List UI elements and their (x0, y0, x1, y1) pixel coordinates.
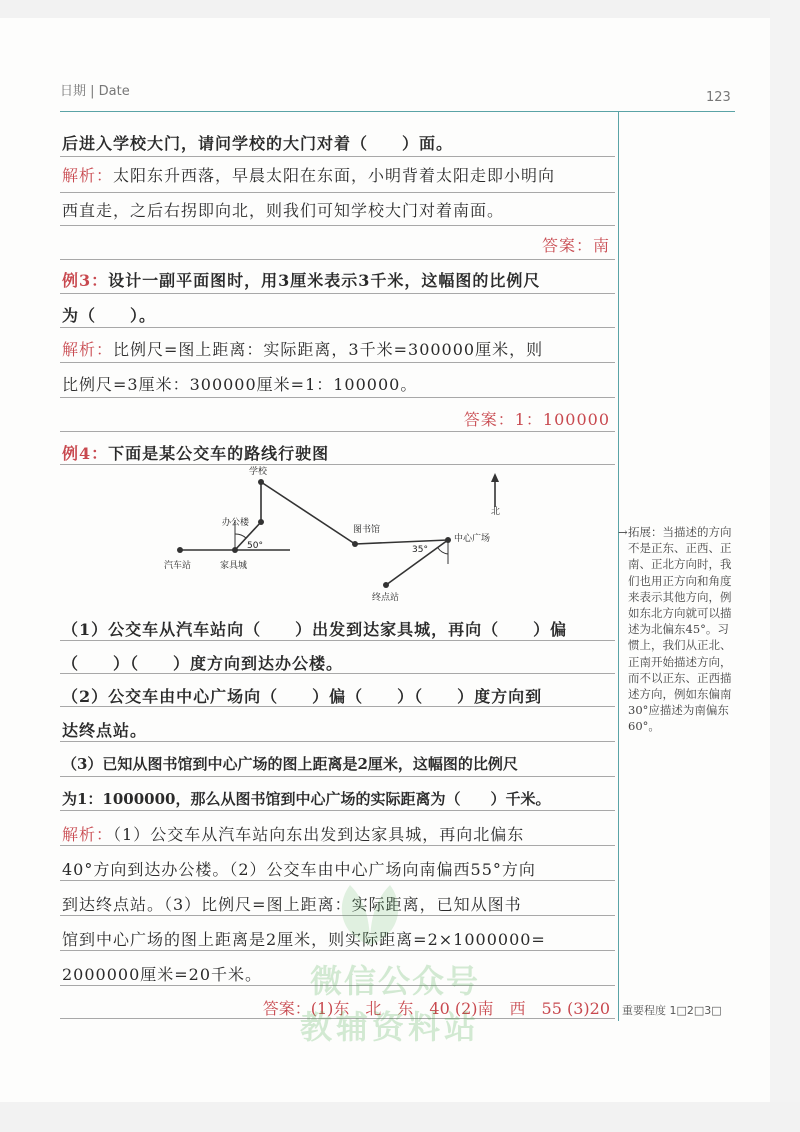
solution-text: （1）公交车从汽车站向东出发到达家具城，再向北偏东 (113, 825, 525, 844)
solution-line: 馆到中心广场的图上距离是2厘米，则实际距离=2×1000000= (62, 930, 546, 949)
scan-right-edge (770, 0, 800, 1132)
ruled-line (60, 327, 615, 328)
example-3-line: 为（ ）。 (62, 306, 157, 325)
solution-line: 到达终点站。（3）比例尺=图上距离：实际距离，已知从图书 (62, 895, 522, 914)
label-bus-station: 汽车站 (164, 561, 192, 571)
solution-line: 40°方向到达办公楼。（2）公交车由中心广场向南偏西55°方向 (62, 860, 536, 879)
label-school: 学校 (249, 467, 268, 477)
solution-line: 比例尺=3厘米：300000厘米=1：100000。 (62, 375, 418, 394)
page-number: 123 (706, 90, 731, 105)
header-rule (60, 111, 735, 112)
solution-line (62, 822, 524, 845)
stop-plaza (445, 537, 451, 543)
label-plaza: 中心广场 (454, 534, 491, 544)
ruled-line (60, 640, 615, 641)
ruled-line (60, 810, 615, 811)
scan-bottom-edge (0, 1102, 800, 1132)
ruled-line (60, 293, 615, 294)
ruled-line (60, 192, 615, 193)
ruled-line (60, 776, 615, 777)
solution-label: 解析： (62, 166, 114, 185)
question-2-line: （2）公交车由中心广场向（ ）偏（ ）（ ）度方向到 (62, 687, 543, 706)
watermark-line-2: 教辅资料站 (300, 1008, 481, 1046)
solution-line: 西直走，之后右拐即向北，则我们可知学校大门对着南面。 (62, 201, 505, 220)
angle-arc-1 (235, 534, 246, 538)
route-library-plaza (355, 540, 448, 544)
question-3-line: 为1：1000000，那么从图书馆到中心广场的实际距离为（ ）千米。 (62, 790, 551, 808)
label-furniture: 家具城 (220, 561, 248, 571)
question-3-line: （3）已知从图书馆到中心广场的图上距离是2厘米，这幅图的比例尺 (62, 755, 518, 773)
example-3-label: 例3： (62, 271, 109, 290)
scan-top-edge (0, 0, 800, 18)
label-library: 图书馆 (353, 525, 381, 535)
answer-line: 答案：1：100000 (463, 410, 610, 429)
watermark-leaf-icon (330, 880, 410, 950)
label-office: 办公楼 (222, 518, 250, 528)
stop-furniture (232, 547, 238, 553)
solution-label: 解析： (62, 825, 114, 844)
ruled-line (60, 362, 615, 363)
solution-line: 2000000厘米=20千米。 (62, 965, 263, 984)
question-2-line: 达终点站。 (62, 721, 148, 740)
solution-line (62, 337, 543, 360)
stop-terminal (383, 582, 389, 588)
label-north: 北 (491, 507, 501, 517)
ruled-line (60, 950, 615, 951)
answer-line: 答案：(1)东 北 东 40 (2)南 西 55 (3)20 (262, 999, 610, 1018)
question-1-line: （ ）（ ）度方向到达办公楼。 (62, 654, 344, 673)
importance-rating: 重要程度 1□2□3□ (622, 1004, 722, 1017)
solution-text: 太阳东升西落，早晨太阳在东面，小明背着太阳走即小明向 (113, 166, 556, 185)
stop-school (258, 479, 264, 485)
ruled-line (60, 397, 615, 398)
example-4-text: 下面是某公交车的路线行驶图 (108, 444, 330, 463)
angle-arc-2 (438, 548, 448, 554)
ruled-line (60, 845, 615, 846)
date-label: 日期 | Date (60, 84, 130, 99)
label-terminal: 终点站 (372, 593, 400, 603)
ruled-line (60, 741, 615, 742)
question-continuation: 后进入学校大门，请问学校的大门对着（ ）面。 (62, 134, 454, 153)
example-3-text: 设计一副平面图时，用3厘米表示3千米，这幅图的比例尺 (108, 271, 541, 290)
route-school-library (261, 482, 355, 544)
sidebar-note-text: 拓展：当描述的方向不是正东、正西、正南、正北方向时，我们也用正方向和角度来表示其他方向，例如东北方向就可以描述为北偏东45°。习惯上，我们从正北、正南开始描述方向，而不以正东、正西描述方向，例如东偏南30°应描述为南偏东60°。 (628, 525, 732, 734)
ruled-line (60, 225, 615, 226)
example-4-line (62, 441, 329, 464)
question-1-line: （1）公交车从汽车站向（ ）出发到达家具城，再向（ ）偏 (62, 620, 568, 639)
ruled-line (60, 431, 615, 432)
stop-bus-station (177, 547, 183, 553)
sidebar-arrow-icon: → (618, 525, 628, 539)
angle-label-1: 50° (247, 541, 263, 551)
margin-rule (618, 111, 619, 1021)
ruled-line (60, 156, 615, 157)
solution-label: 解析： (62, 340, 114, 359)
example-3-line (62, 268, 540, 291)
solution-text: 比例尺=图上距离：实际距离，3千米=300000厘米，则 (113, 340, 544, 359)
solution-line (62, 163, 555, 186)
answer-line: 答案：南 (541, 236, 610, 255)
north-arrow-icon (491, 473, 499, 482)
ruled-line (60, 259, 615, 260)
sidebar-note (618, 524, 736, 735)
stop-library (352, 541, 358, 547)
angle-label-2: 35° (412, 545, 428, 555)
stop-office (258, 519, 264, 525)
route-diagram (150, 462, 530, 608)
watermark-line-1: 微信公众号 (310, 962, 481, 1000)
example-4-label: 例4： (62, 444, 109, 463)
